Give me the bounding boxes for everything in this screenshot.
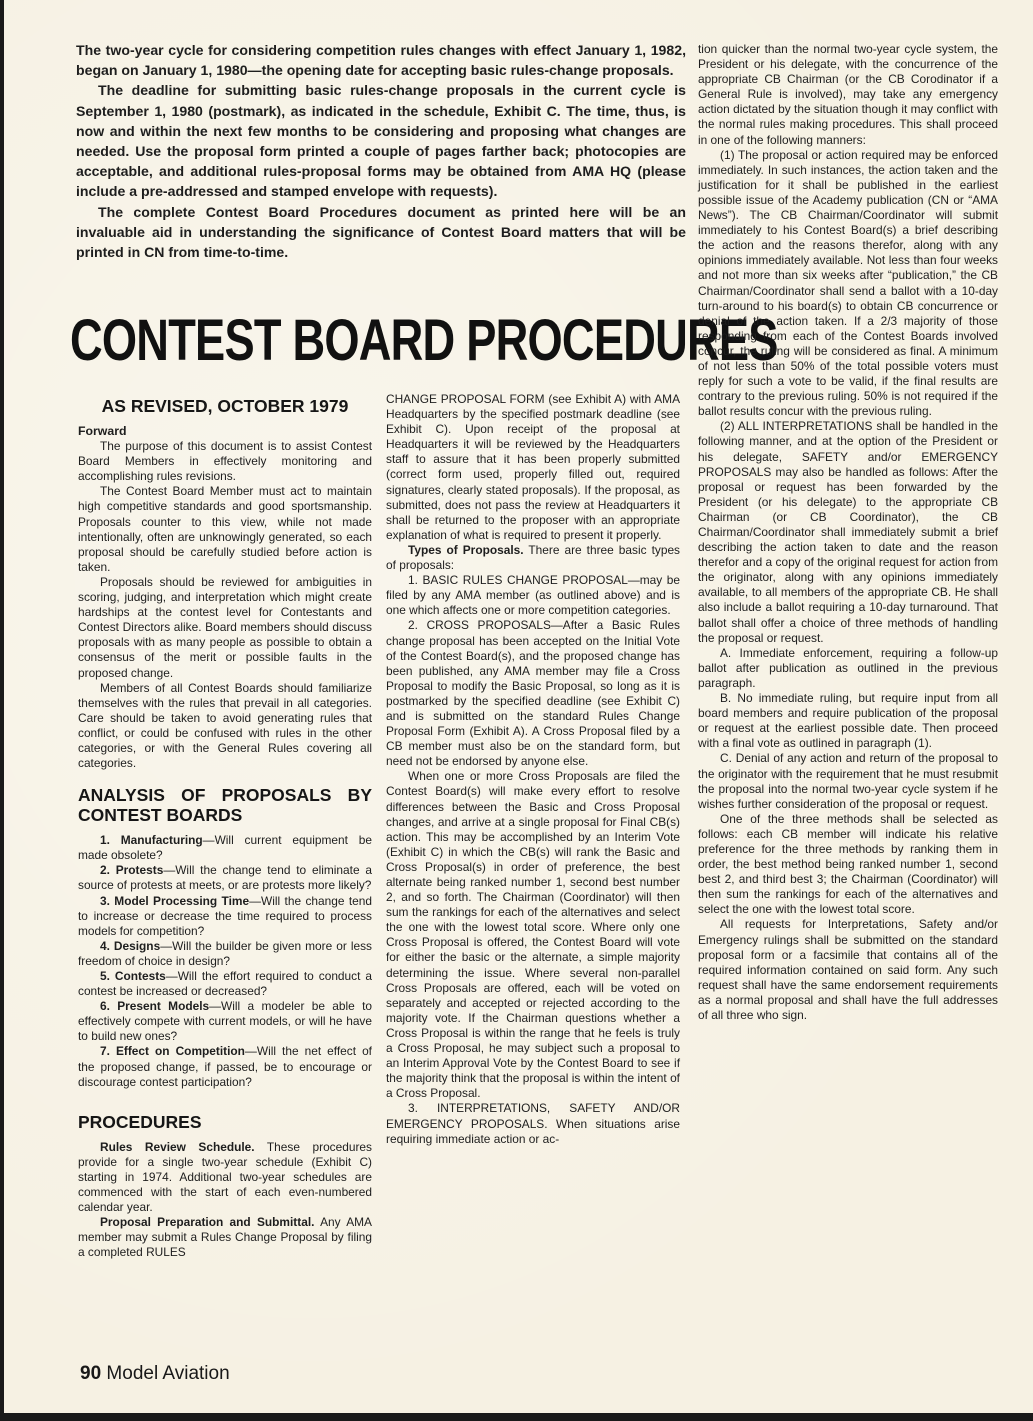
- analysis-item: 6. Present Models—Will a modeler be able to effectively compete with current models, or will he have to build new ones?: [78, 999, 372, 1044]
- procedures-heading: PROCEDURES: [78, 1111, 202, 1132]
- body-paragraph: A. Immediate enforcement, requiring a follow-up ballot after publication as outlined in the previous paragraph.: [698, 645, 998, 690]
- forward-paragraph: Members of all Contest Boards should familiarize themselves with the rules that prevail in all categories. Care should be taken to avoid generating rules that conflict, or could be confused with rules in the other categories, or with the General Rules covering all categories.: [78, 680, 372, 771]
- body-paragraph: 1. BASIC RULES CHANGE PROPOSAL—may be filed by any AMA member (as outlined above) and is one which affects one or more competition categories.: [386, 573, 680, 618]
- procedures-paragraph: Rules Review Schedule. These procedures provide for a single two-year schedule (Exhibit C) starting in 1974. Additional two-year schedules are commenced with the start of each even-numbered calendar year.: [78, 1139, 372, 1215]
- intro-text: [76, 40, 686, 262]
- page-number: 90: [80, 1363, 102, 1384]
- analysis-heading: ANALYSIS OF PROPOSALS BY CONTEST BOARDS: [78, 785, 372, 826]
- body-paragraph: All requests for Interpretations, Safety and/or Emergency rulings shall be submitted on the standard proposal form or a facsimile that contains all of the required information contained on said form. Any such request shall have the same endorsement requirements as a normal proposal and shall have the full addresses of all three who sign.: [698, 917, 998, 1022]
- body-paragraph: CHANGE PROPOSAL FORM (see Exhibit A) with AMA Headquarters by the specified postmark deadline (see Exhibit C). Upon receipt of the proposal at Headquarters it will be reviewed by the Headquarters staff to assure that it has been properly submitted (correct form used, properly filled out, required signatures, clearly stated proposals). If the proposal, as submitted, does not pass the review at Headquarters it shall be returned to the proposer with an appropriate explanation of what is required to present it properly.: [386, 392, 680, 542]
- body-paragraph: C. Denial of any action and return of the proposal to the originator with the requirement that he must resubmit the proposal into the normal two-year cycle system if he wishes further consideration of the proposal or request.: [698, 751, 998, 811]
- forward-heading: Forward: [78, 424, 127, 438]
- column-right: [698, 42, 998, 1023]
- analysis-item: 3. Model Processing Time—Will the change tend to increase or decrease the time required to process models for competition?: [78, 893, 372, 938]
- forward-paragraph: The Contest Board Member must act to maintain high competitive standards and good sportsmanship. Proposals counter to this view, while not made intentionally, often are unknowingly generated, so each proposal should be carefully studied before action is taken.: [78, 484, 372, 574]
- body-paragraph: When one or more Cross Proposals are filed the Contest Board(s) will make every effort to resolve differences between the Basic and Cross Proposal changes, and arrive at a single proposal for Final CB(s) action. This may be accomplished by an Interim Vote (Exhibit C) in which the CB(s) will rank the Basic and Cross Proposal(s) in order of preference, the best alternate being ranked number 1, second best number 2, and so forth. The Chairman (Coordinator) will then sum the rankings for each of the alternatives and select the one with the lowest total score. Where only one Cross Proposal is offered, the Contest Board will vote for either the basic or the alternate, a simple majority determining the issue. Where several non-parallel Cross Proposals are offered, each will be voted on separately and accepted or rejected according to the majority vote. If the Chairman questions whether a Cross Proposal is within the range that he feels is truly a Cross Proposal, he may subject such a proposal to an Interim Approval Vote by the Contest Board to see if the majority think that the proposal is within the intent of a Cross Proposal.: [386, 769, 680, 1101]
- magazine-page: [4, 0, 1033, 1413]
- analysis-item: 7. Effect on Competition—Will the net effect of the proposed change, if passed, be to encourage or discourage contest participation?: [78, 1044, 372, 1089]
- column-left: [78, 392, 372, 1261]
- body-paragraph: (1) The proposal or action required may be enforced immediately. In such instances, the action taken and the justification for it shall be published in the earliest possible issue of the Academy publication (CN or “AMA News”). The CB Chairman/Coordinator will submit immediately to his Contest Board(s) a brief describing the action and the reasons therefor, along with any opinions immediately available. Not less than four weeks and not more than six weeks after “publication,” the CB Chairman/Coordinator shall send a ballot with a 10-day turn-around to his board(s) to obtain CB concurrence or denial of the action taken. If a 2/3 majority of those responding from each of the Contest Boards involved concur, the ruling will be considered as final. A minimum of not less than 50% of the total possible voters must reply for such a vote to be valid, if the final results are contrary to the previous ruling. 50% is not required if the ballot results concur with the previous ruling.: [698, 147, 998, 419]
- body-paragraph: 2. CROSS PROPOSALS—After a Basic Rules change proposal has been accepted on the Initial Vote of the Contest Board(s), and the proposed change has been published, any AMA member may file a Cross Proposal to modify the Basic Proposal, so long as it is postmarked by the specified deadline (see Exhibit C) and is submitted on the standard Rules Change Proposal Form (Exhibit A). A Cross Proposal filed by a CB member must also be on the standard form, but need not be endorsed by anyone else.: [386, 618, 680, 769]
- forward-paragraph: The purpose of this document is to assist Contest Board Members in effectively monitoring and accomplishing rules revisions.: [78, 439, 372, 484]
- article-title: CONTEST BOARD PROCEDURES: [70, 308, 778, 373]
- analysis-item: 1. Manufacturing—Will current equipment be made obsolete?: [78, 833, 372, 863]
- intro-paragraph: The complete Contest Board Procedures document as printed here will be an invaluable aid in understanding the significance of Contest Board matters that will be printed in CN from time-to-time.: [76, 203, 686, 261]
- column-middle: [386, 392, 680, 1147]
- procedures-paragraph: Proposal Preparation and Submittal. Any AMA member may submit a Rules Change Proposal by filing a completed RULES: [78, 1215, 372, 1260]
- body-paragraph: One of the three methods shall be selected as follows: each CB member will indicate his relative preference for the three methods by ranking them in order, the best method being ranked number 1, second best 2, and third best 3; the Chairman (Coordinator) will then sum the rankings for each of the alternatives and select the one with the lowest total score.: [698, 811, 998, 917]
- types-paragraph: Types of Proposals. There are three basic types of proposals:: [386, 542, 680, 573]
- body-paragraph: tion quicker than the normal two-year cycle system, the President or his delegate, with the concurrence of the appropriate CB Chairman (or the CB Corodinator if a General Rule is involved), may take any emergency action dictated by the situation though it may conflict with the normal rules making procedures. This shall proceed in one of the following manners:: [698, 42, 998, 147]
- intro-paragraph: The deadline for submitting basic rules-change proposals in the current cycle is September 1, 1980 (postmark), as indicated in the schedule, Exhibit C. The time, thus, is now and within the next few months to be considering and proposing what changes are needed. Use the proposal form printed a couple of pages farther back; photocopies are acceptable, and additional rules-proposal forms may be obtained from AMA HQ (please include a pre-addressed and stamped envelope with requests).: [76, 82, 686, 200]
- forward-paragraph: Proposals should be reviewed for ambiguities in scoring, judging, and interpretation which might create hardships at the contest level for Contestants and Contest Directors alike. Board members should discuss proposals with as many people as possible to obtain a consensus of the merit or possible faults in the proposed change.: [78, 574, 372, 680]
- page-footer: [80, 1363, 230, 1385]
- analysis-item: 4. Designs—Will the builder be given more or less freedom of choice in design?: [78, 938, 372, 968]
- analysis-item: 2. Protests—Will the change tend to eliminate a source of protests at meets, or are protests more likely?: [78, 863, 372, 893]
- publication-name: Model Aviation: [106, 1363, 230, 1384]
- body-paragraph: 3. INTERPRETATIONS, SAFETY AND/OR EMERGENCY PROPOSALS. When situations arise requiring immediate action or ac-: [386, 1101, 680, 1146]
- revision-subtitle: AS REVISED, OCTOBER 1979: [101, 396, 349, 416]
- intro-paragraph: The two-year cycle for considering competition rules changes with effect January 1, 1982, began on January 1, 1980—the opening date for accepting basic rules-change proposals.: [76, 42, 686, 79]
- analysis-item: 5. Contests—Will the effort required to conduct a contest be increased or decreased?: [78, 969, 373, 999]
- body-paragraph: (2) ALL INTERPRETATIONS shall be handled in the following manner, and at the option of the President or his delegate, SAFETY and/or EMERGENCY PROPOSALS may also be handled as follows: After the proposal or request has been forwarded by the President (or his delegate) to the appropriate CB Chairman (or CB Coordinator), the CB Chairman/Coordinator shall immediately submit a brief describing the action taken to date and the reason therefor and a copy of the original request for action from the originator, along with any opinions immediately available, to all members of the appropriate CB. He shall also include a ballot requiring a 10-day turnaround. That ballot shall offer a choice of three methods of handling the proposal or request.: [698, 419, 998, 645]
- body-paragraph: B. No immediate ruling, but require input from all board members and require publication of the proposal or request at the earliest possible date. Then proceed with a final vote as outlined in paragraph (1).: [698, 691, 998, 751]
